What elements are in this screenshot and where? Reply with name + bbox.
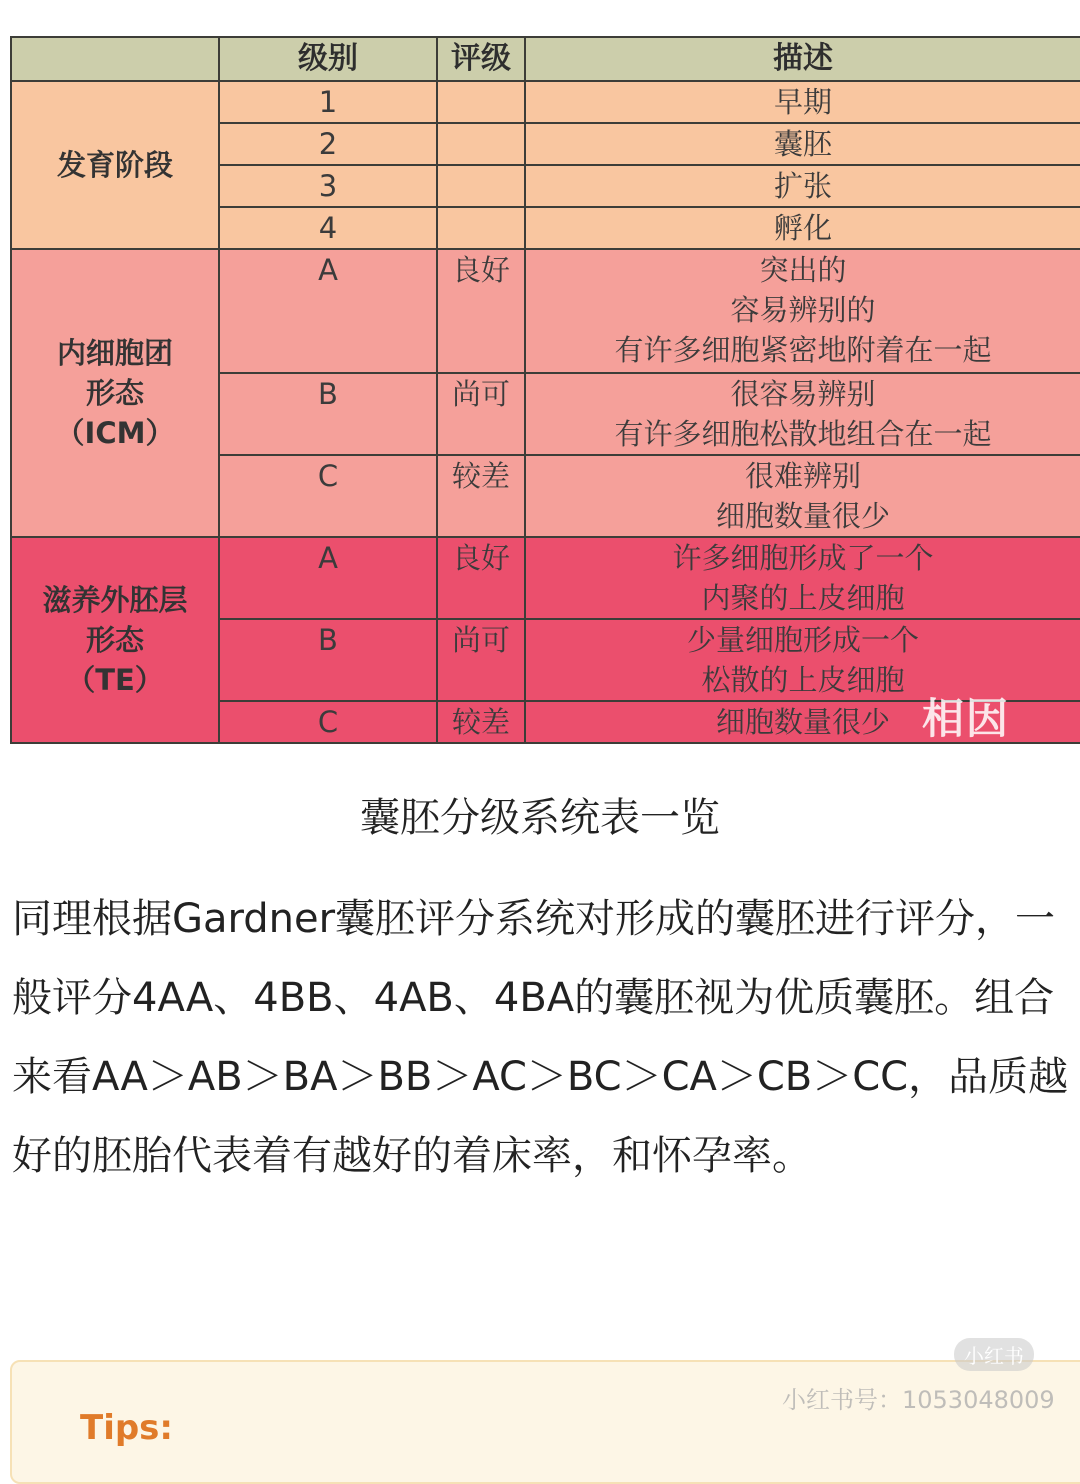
group-label-line: 滋养外胚层 <box>42 583 188 617</box>
table-row <box>11 81 1080 123</box>
rating-cell: 较差 <box>437 701 525 743</box>
table-row <box>11 537 1080 619</box>
group-label-line: 发育阶段 <box>56 148 173 182</box>
rating-cell <box>437 165 525 207</box>
group-label-line: （TE） <box>66 663 164 697</box>
level-cell: 4 <box>219 207 437 249</box>
group-label-line: 内细胞团 <box>56 336 173 370</box>
rating-cell: 较差 <box>437 455 525 537</box>
description-cell <box>525 165 1080 207</box>
header-rating: 评级 <box>437 37 525 81</box>
description-line: 早期 <box>773 85 832 119</box>
rating-cell: 良好 <box>437 537 525 619</box>
description-line: 很难辨别 <box>744 459 861 493</box>
header-group <box>11 37 219 81</box>
group-label-line: 形态 <box>85 623 144 657</box>
tips-title: Tips: <box>80 1408 174 1448</box>
watermark-logo: 相因 <box>922 694 1011 743</box>
description-line: 容易辨别的 <box>730 293 876 327</box>
level-cell: C <box>219 455 437 537</box>
level-cell: A <box>219 249 437 373</box>
table-header-row <box>11 37 1080 81</box>
rating-cell <box>437 123 525 165</box>
description-line: 有许多细胞松散地组合在一起 <box>614 417 992 451</box>
level-cell: B <box>219 373 437 455</box>
description-cell <box>525 81 1080 123</box>
description-cell <box>525 123 1080 165</box>
table-caption: 囊胚分级系统表一览 <box>360 795 720 841</box>
description-line: 许多细胞形成了一个 <box>672 541 934 575</box>
description-line: 突出的 <box>759 253 847 287</box>
level-cell: A <box>219 537 437 619</box>
description-line: 少量细胞形成一个 <box>686 623 919 657</box>
description-line: 松散的上皮细胞 <box>701 663 905 697</box>
blastocyst-grading-table <box>10 36 1080 744</box>
watermark-id: 小红书号：1053048009 <box>782 1386 1055 1414</box>
description-line: 孵化 <box>773 211 832 245</box>
level-cell: B <box>219 619 437 701</box>
description-line: 内聚的上皮细胞 <box>701 581 905 615</box>
table-row <box>11 249 1080 373</box>
level-cell: 1 <box>219 81 437 123</box>
description-line: 扩张 <box>773 169 832 203</box>
description-cell <box>525 373 1080 455</box>
description-line: 细胞数量很少 <box>715 499 890 533</box>
description-line: 囊胚 <box>773 127 832 161</box>
description-line: 有许多细胞紧密地附着在一起 <box>614 333 992 367</box>
description-cell <box>525 537 1080 619</box>
rating-cell <box>437 207 525 249</box>
rating-cell: 尚可 <box>437 373 525 455</box>
body-paragraph: 同理根据Gardner囊胚评分系统对形成的囊胚进行评分，一般评分4AA、4BB、4AB、4BA的囊胚视为优质囊胚。组合来看AA＞AB＞BA＞BB＞AC＞BC＞CA＞CB＞CC，品质越好的胚胎代表着有越好的着床率，和怀孕率。 <box>12 896 1069 1179</box>
level-cell: 3 <box>219 165 437 207</box>
rating-cell <box>437 81 525 123</box>
description-line: 细胞数量很少 <box>715 705 890 739</box>
rating-cell: 尚可 <box>437 619 525 701</box>
group-label-line: （ICM） <box>55 416 175 450</box>
description-cell <box>525 249 1080 373</box>
description-cell <box>525 207 1080 249</box>
description-line: 很容易辨别 <box>730 377 876 411</box>
header-description: 描述 <box>525 37 1080 81</box>
watermark-badge: 小红书 <box>954 1338 1034 1371</box>
description-cell <box>525 455 1080 537</box>
level-cell: C <box>219 701 437 743</box>
group-label <box>11 537 219 743</box>
group-label <box>11 81 219 249</box>
group-label <box>11 249 219 537</box>
group-label-line: 形态 <box>85 376 144 410</box>
rating-cell: 良好 <box>437 249 525 373</box>
level-cell: 2 <box>219 123 437 165</box>
header-level: 级别 <box>219 37 437 81</box>
table-body <box>11 81 1080 743</box>
